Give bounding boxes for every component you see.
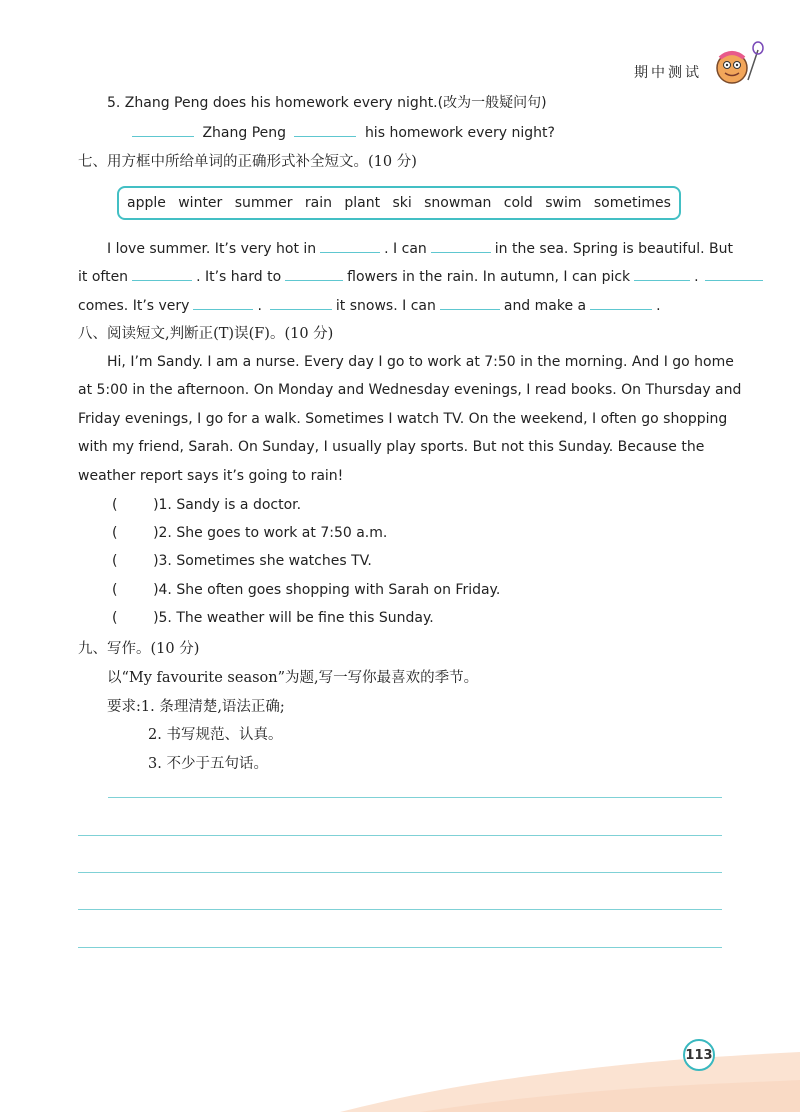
section-9-title: 九、写作。(10 分): [78, 641, 200, 657]
passage-line: with my friend, Sarah. On Sunday, I usually play sports. But not this Sunday. Because the: [78, 439, 705, 455]
cloze-text: it often: [78, 269, 129, 285]
mascot-illustration: [712, 40, 764, 90]
requirement-3: 3. 不少于五句话。: [148, 756, 268, 772]
section-7-title: 七、用方框中所给单词的正确形式补全短文。(10 分): [78, 154, 417, 170]
judge-item[interactable]: ( )5. The weather will be fine this Sunday.: [112, 610, 434, 626]
cloze-text: . It’s hard to: [196, 269, 282, 285]
cloze-blank[interactable]: [431, 238, 491, 253]
requirement-2: 2. 书写规范、认真。: [148, 727, 283, 743]
cloze-blank[interactable]: [634, 266, 690, 281]
answer-blank[interactable]: [294, 122, 356, 137]
writing-prompt: 以“My favourite season”为题,写一写你最喜欢的季节。: [107, 670, 479, 686]
cloze-blank[interactable]: [270, 295, 332, 310]
passage-line: Friday evenings, I go for a walk. Sometimes I watch TV. On the weekend, I often go shopping: [78, 411, 728, 427]
question-5: [107, 93, 547, 113]
answer-fixed-text: his homework every night?: [364, 125, 555, 141]
question-5-text: 5. Zhang Peng does his homework every night.(改为一般疑问句): [107, 95, 547, 111]
cloze-text: in the sea. Spring is beautiful. But: [494, 241, 733, 257]
cloze-blank[interactable]: [440, 295, 500, 310]
cloze-blank[interactable]: [705, 266, 763, 281]
section-8-title: 八、阅读短文,判断正(T)误(F)。(10 分): [78, 326, 334, 342]
writing-line[interactable]: [78, 947, 722, 948]
word-item: snowman: [424, 195, 492, 211]
cloze-text: it snows. I can: [335, 298, 436, 314]
cloze-text: I love summer. It’s very hot in: [107, 241, 317, 257]
judge-item[interactable]: ( )4. She often goes shopping with Sarah on Friday.: [112, 582, 501, 598]
passage-line: weather report says it’s going to rain!: [78, 468, 344, 484]
cloze-blank[interactable]: [285, 266, 343, 281]
cloze-text: and make a: [503, 298, 587, 314]
word-item: apple: [127, 195, 166, 211]
writing-line[interactable]: [78, 835, 722, 836]
cloze-text: . I can: [384, 241, 427, 257]
word-item: swim: [545, 195, 582, 211]
word-item: plant: [344, 195, 381, 211]
cloze-text: .: [694, 269, 699, 285]
writing-line[interactable]: [78, 872, 722, 873]
requirement-1: 要求:1. 条理清楚,语法正确;: [107, 699, 285, 715]
passage-line: Hi, I’m Sandy. I am a nurse. Every day I go to work at 7:50 in the morning. And I go home: [107, 354, 734, 370]
cloze-text: flowers in the rain. In autumn, I can pick: [347, 269, 631, 285]
cloze-line-3: [78, 295, 661, 316]
word-item: rain: [304, 195, 332, 211]
cloze-blank[interactable]: [590, 295, 652, 310]
writing-line[interactable]: [78, 909, 722, 910]
footer-wave-decoration: [0, 1032, 800, 1112]
cloze-line-1: [107, 238, 733, 259]
page-number: 113: [683, 1039, 715, 1071]
judge-item[interactable]: ( )1. Sandy is a doctor.: [112, 497, 302, 513]
cloze-blank[interactable]: [193, 295, 253, 310]
word-box: [117, 186, 681, 220]
judge-item[interactable]: ( )3. Sometimes she watches TV.: [112, 553, 372, 569]
cloze-blank[interactable]: [320, 238, 380, 253]
word-item: summer: [234, 195, 293, 211]
answer-fixed-text: Zhang Peng: [202, 125, 287, 141]
cloze-text: .: [656, 298, 661, 314]
cloze-blank[interactable]: [132, 266, 192, 281]
header-label: 期中测试: [634, 65, 702, 81]
word-item: ski: [392, 195, 412, 211]
question-5-answer-line: [132, 122, 555, 143]
writing-line[interactable]: [108, 797, 722, 798]
judge-item[interactable]: ( )2. She goes to work at 7:50 a.m.: [112, 525, 388, 541]
passage-line: at 5:00 in the afternoon. On Monday and Wednesday evenings, I read books. On Thursday and: [78, 382, 742, 398]
word-item: cold: [503, 195, 533, 211]
word-item: winter: [178, 195, 223, 211]
cloze-line-2: [78, 266, 767, 287]
cloze-text: comes. It’s very: [78, 298, 190, 314]
answer-blank[interactable]: [132, 122, 194, 137]
word-item: sometimes: [593, 195, 671, 211]
cloze-text: .: [257, 298, 262, 314]
